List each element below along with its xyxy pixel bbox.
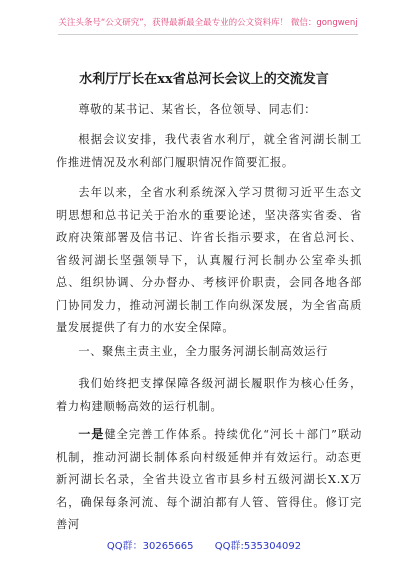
paragraph-mechanism: 我们始终把支撑保障各级河湖长履职作为核心任务，着力构建顺畅高效的运行机制。	[56, 377, 362, 413]
header-promo-banner: 关注头条号“公文研究”，获得最新最全最专业的公文资料库！ 微信：gongwenj	[58, 16, 358, 35]
salutation: 尊敬的某书记、某省长，各位领导、同志们：	[78, 103, 317, 116]
paragraph-summary: 去年以来，全省水利系统深入学习贯彻习近平生态文明思想和总书记关于治水的重要论述，坚决落实省委、省政府决策部署及信书记、许省长指示要求，在省总河长、省级河湖长坚强领导下，认真履行河长制办公室牵头抓总、组织协调、分办督办、考核评价职责，会同各地各部门协同发力，推动河湖长制工作向纵深发展，为全省高质量发展提供了有力的水安全保障。	[56, 186, 362, 334]
qq-group-1: QQ群：30265665	[106, 541, 194, 552]
point-one-lead: 一是	[78, 427, 105, 441]
point-one-body: 健全完善工作体系。持续优化“河长＋部门”联动机制，推动河湖长制体系向村级延伸并有效运行。动态更新河湖长名录，全省共设立省市县乡村五级河湖长X.X万名，确保每条河流、每个湖泊都有人管、管得住。修订完善河	[56, 428, 362, 531]
section-heading-one: 一、聚焦主责主业，全力服务河湖长制高效运行	[78, 345, 329, 358]
qq-group-2: QQ群:535304092	[214, 541, 302, 552]
document-title: 水利厅厅长在xx省总河长会议上的交流发言	[79, 72, 329, 87]
paragraph-point-one	[56, 423, 362, 537]
paragraph-intro: 根据会议安排，我代表省水利厅，就全省河湖长制工作推进情况及水利部门履职情况作简要汇报。	[56, 133, 362, 169]
footer-qq-groups	[0, 537, 408, 552]
